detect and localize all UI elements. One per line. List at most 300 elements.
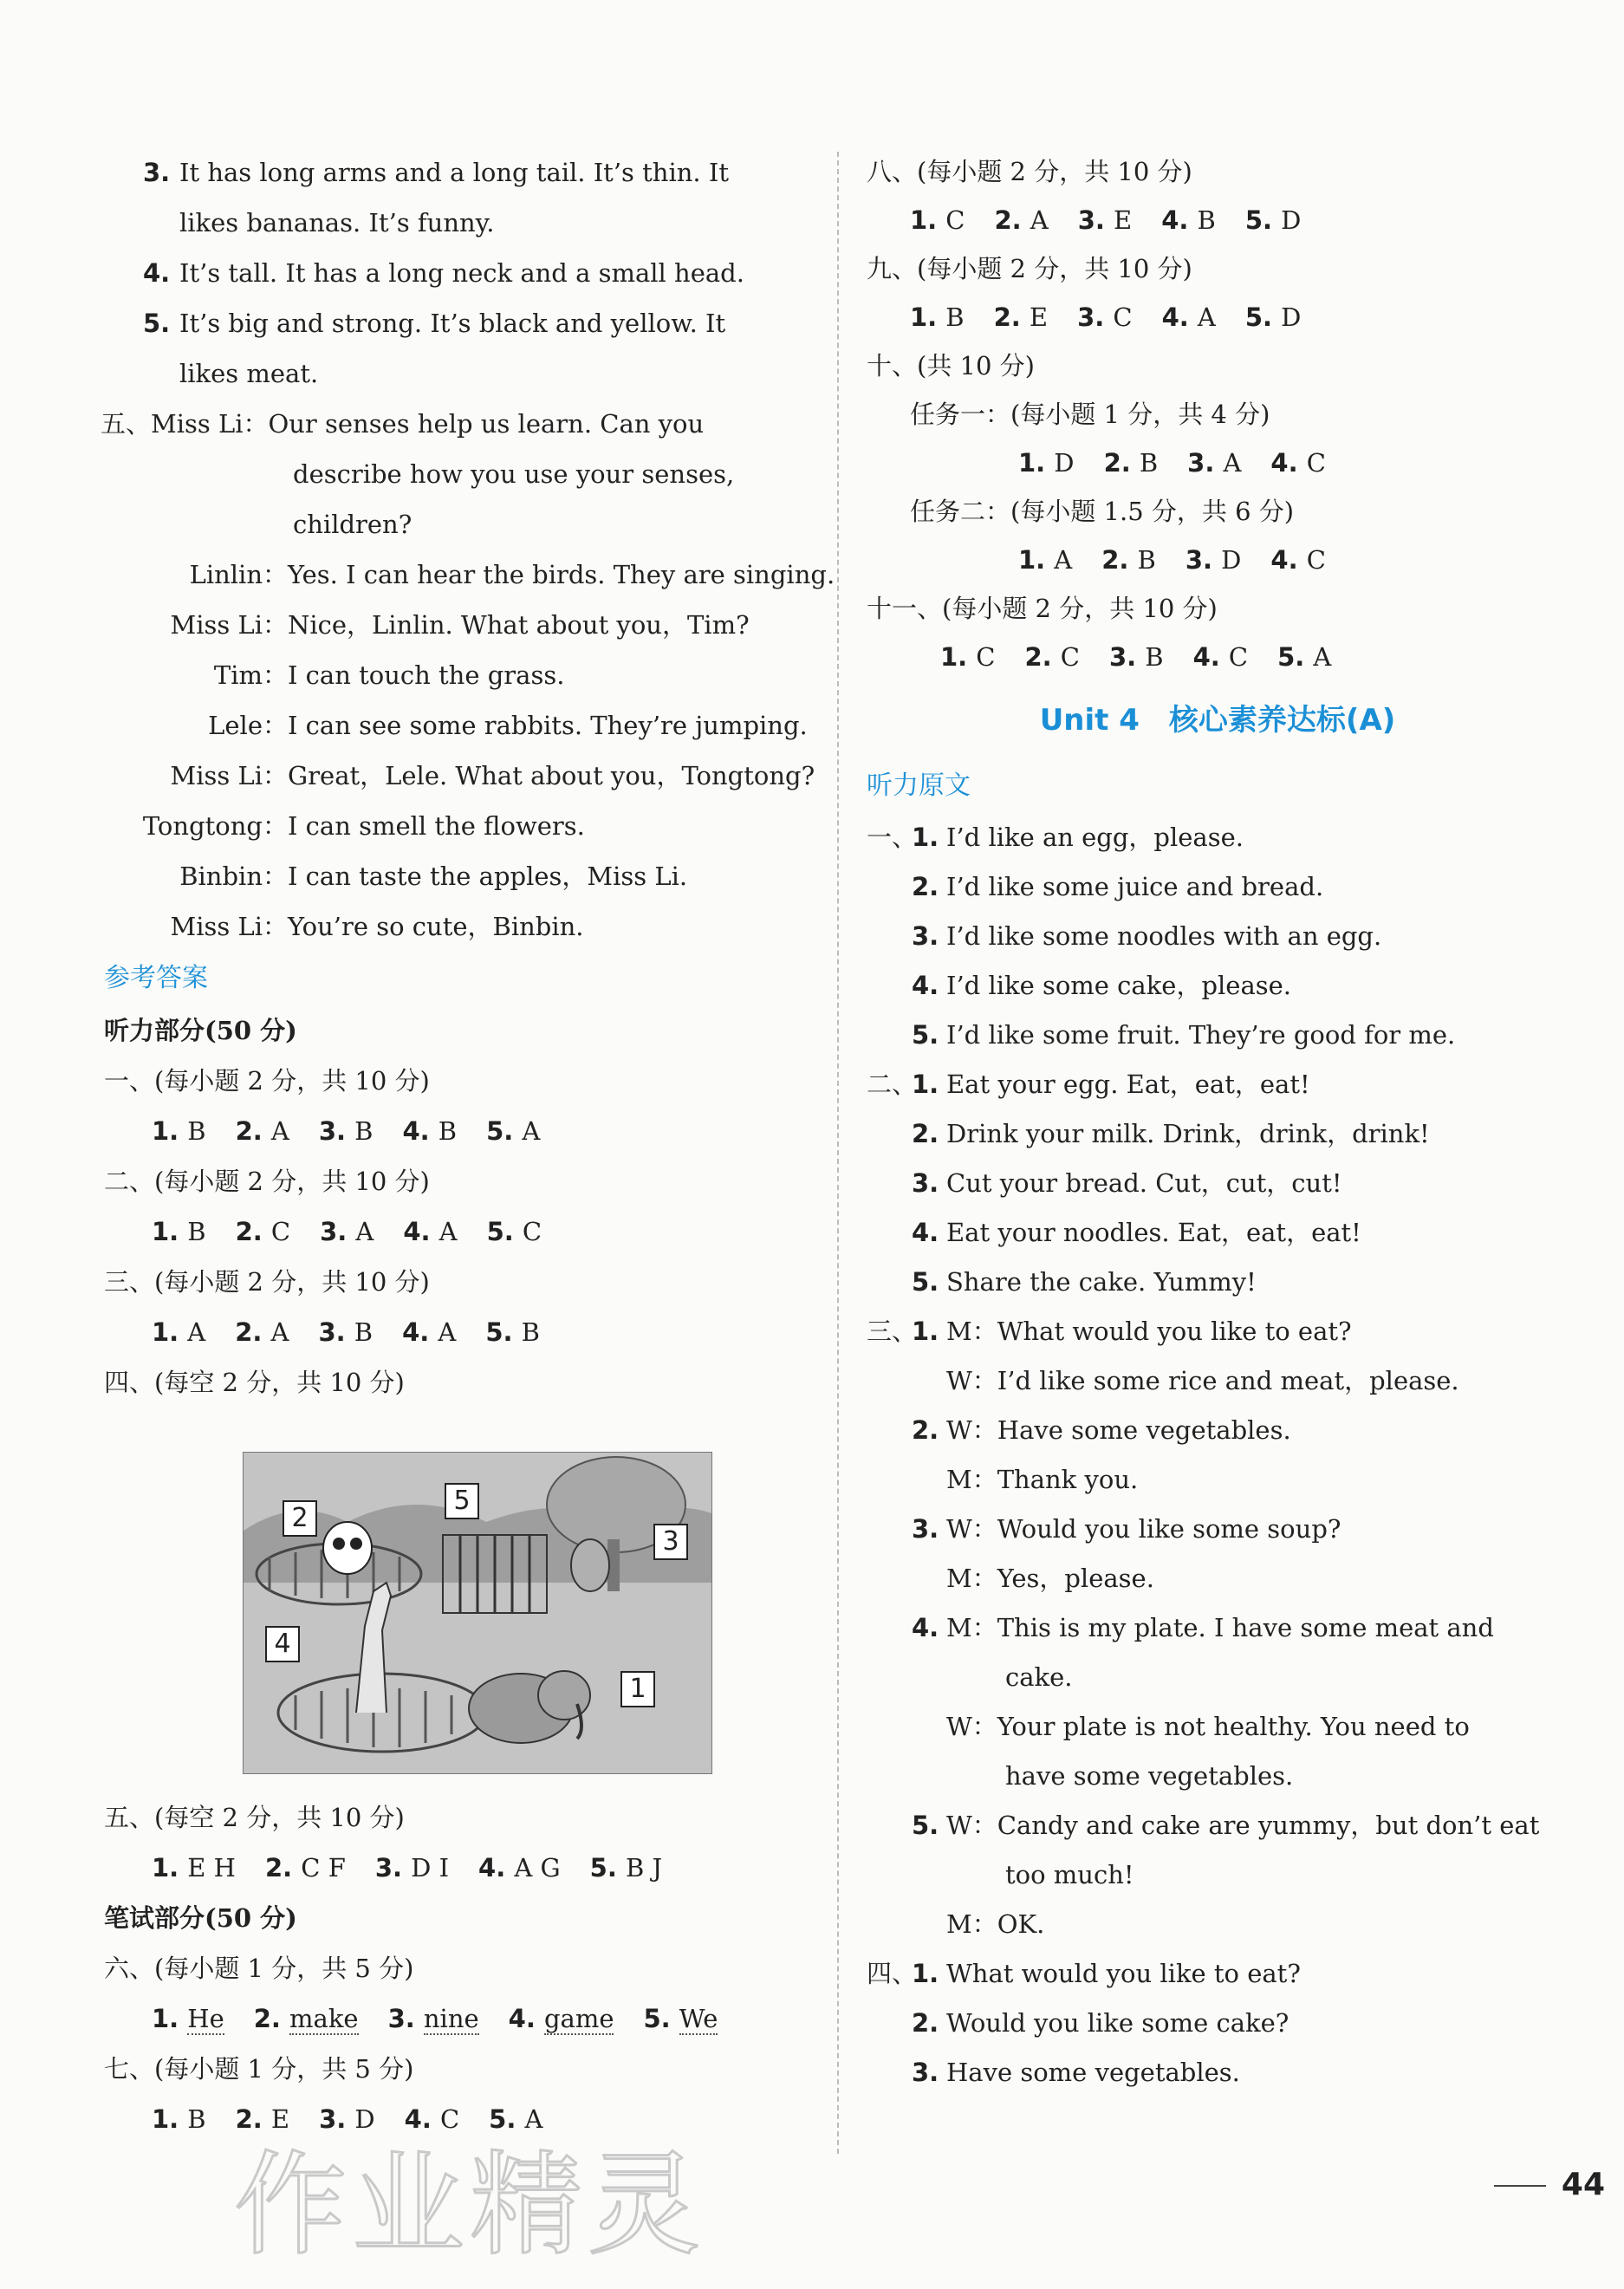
script-line <box>867 1258 1569 1307</box>
section-1-answers <box>104 1106 797 1156</box>
item-number: 5. <box>912 1267 939 1297</box>
item-number: 5. <box>912 1020 939 1050</box>
listening-script <box>867 813 1569 2097</box>
answer-number: 3. <box>1077 302 1114 332</box>
answer-item <box>910 205 965 235</box>
script-line <box>104 298 797 348</box>
line-text: Drink your milk. Drink，drink，drink! <box>946 1119 1430 1148</box>
section-11-answers <box>867 633 1569 681</box>
section-5-title: 五、(每空 2 分，共 10 分) <box>104 1803 405 1832</box>
answer-number: 4. <box>478 1853 515 1883</box>
answer-value: D <box>1281 205 1302 235</box>
script-line <box>867 1850 1569 1900</box>
answer-value: B <box>187 2104 206 2134</box>
answer-value: A <box>270 1317 289 1347</box>
answer-value: D <box>1054 448 1075 478</box>
script-line <box>867 912 1569 961</box>
script-line <box>867 862 1569 912</box>
speaker: Linlin： <box>189 560 288 589</box>
answer-item <box>235 1317 289 1347</box>
answer-value: A <box>1030 205 1049 235</box>
answer-item <box>1245 302 1302 332</box>
answer-number: 5. <box>1277 642 1314 672</box>
script-line <box>867 1801 1569 1850</box>
answer-value: D <box>1221 545 1242 575</box>
answer-number: 1. <box>152 1116 188 1146</box>
answer-value: B <box>354 1116 374 1146</box>
speech: Yes. I can hear the birds. They are singing. <box>288 560 835 589</box>
answer-number: 3. <box>1109 642 1146 672</box>
answer-item <box>643 2004 718 2033</box>
script-line <box>867 1159 1569 1208</box>
writing-part-title: 笔试部分(50 分) <box>104 1903 297 1933</box>
dialogue-line <box>104 650 797 700</box>
line-text: W：Your plate is not healthy. You need to <box>946 1712 1470 1741</box>
answer-value: B <box>521 1317 540 1347</box>
item-number: 1. <box>912 1959 939 1988</box>
section-9-title: 九、(每小题 2 分，共 10 分) <box>867 254 1192 283</box>
answer-value: A <box>270 1116 289 1146</box>
answer-number: 1. <box>910 302 946 332</box>
listening-part-title: 听力部分(50 分) <box>104 1016 297 1045</box>
q5-intro-cont: describe how you use your senses, <box>293 459 735 489</box>
answer-value: A <box>438 1217 458 1246</box>
answer-item <box>994 302 1048 332</box>
answer-number: 5. <box>485 1317 522 1347</box>
task-1-title: 任务一：(每小题 1 分，共 4 分) <box>910 400 1270 429</box>
answer-item <box>1193 642 1249 672</box>
left-column-lower <box>104 1792 797 2144</box>
line-text: Would you like some cake? <box>946 2008 1289 2038</box>
answer-value: B <box>1197 205 1216 235</box>
speech: Great，Lele. What about you，Tongtong? <box>288 761 815 790</box>
dialogue-line <box>104 801 797 851</box>
section-4-title: 四、(每空 2 分，共 10 分) <box>104 1368 405 1397</box>
answer-value: B <box>438 1116 458 1146</box>
line-text: W：Candy and cake are yummy，but don’t eat <box>946 1811 1540 1840</box>
answer-value: E <box>1114 205 1133 235</box>
answer-value: game <box>543 2004 614 2033</box>
answer-item <box>910 302 965 332</box>
item-number: 4. <box>143 258 171 288</box>
script-line <box>867 1752 1569 1801</box>
answer-number: 2. <box>994 205 1030 235</box>
answer-value: C <box>439 2104 460 2134</box>
item-number: 3. <box>912 1168 939 1198</box>
answer-item <box>152 1116 206 1146</box>
answer-number: 5. <box>486 1116 523 1146</box>
script-line <box>867 1060 1569 1109</box>
answer-number: 5. <box>643 2004 679 2033</box>
item-number: 1. <box>912 1317 939 1346</box>
answer-value: A <box>438 1317 457 1347</box>
line-text: have some vegetables. <box>1005 1761 1294 1791</box>
answer-number: 1. <box>152 2104 188 2134</box>
dialogue-line <box>104 751 815 801</box>
answer-number: 3. <box>1185 545 1222 575</box>
section-2-answers <box>104 1206 797 1257</box>
answer-item <box>319 1317 374 1347</box>
answer-item <box>403 1217 457 1246</box>
line-text: I’d like some juice and bread. <box>946 872 1324 901</box>
answer-item <box>1018 448 1075 478</box>
answer-number: 3. <box>320 1217 356 1246</box>
answer-number: 3. <box>319 2104 355 2134</box>
section-2-title: 二、(每小题 2 分，共 10 分) <box>104 1167 430 1196</box>
task-2-answers <box>867 536 1569 584</box>
speaker: Tim： <box>213 660 288 690</box>
script-line <box>867 1603 1569 1653</box>
line-text: W：Have some vegetables. <box>946 1415 1291 1445</box>
answer-value: A <box>1197 302 1216 332</box>
line-text: It has long arms and a long tail. It’s thin. It <box>179 158 729 187</box>
answer-value: B <box>1139 448 1159 478</box>
answer-number: 4. <box>1161 205 1198 235</box>
script-line <box>867 1999 1569 2048</box>
answer-item <box>152 1317 205 1347</box>
page-number-dash <box>1494 2185 1546 2187</box>
script-line <box>104 147 797 198</box>
section-11-title: 十一、(每小题 2 分，共 10 分) <box>867 594 1218 623</box>
speech: I can taste the apples，Miss Li. <box>288 862 688 891</box>
answer-number: 2. <box>235 1317 271 1347</box>
item-number: 3. <box>912 921 939 951</box>
script-line <box>867 1702 1569 1752</box>
answer-number: 2. <box>264 1853 302 1883</box>
item-number: 1. <box>912 823 939 852</box>
answer-value: nine <box>423 2004 479 2033</box>
answer-item <box>1078 205 1132 235</box>
speaker: Miss Li： <box>170 761 288 790</box>
section-6-title: 六、(每小题 1 分，共 5 分) <box>104 1954 414 1983</box>
part-marker: 三、 <box>867 1317 918 1346</box>
answer-value: E <box>270 2104 290 2134</box>
answer-item <box>402 1116 457 1146</box>
section-7-title: 七、(每小题 1 分，共 5 分) <box>104 2054 414 2084</box>
answer-number: 4. <box>404 2104 440 2134</box>
answer-value: C <box>945 205 965 235</box>
answer-item <box>236 1116 289 1146</box>
answer-number: 1. <box>152 1317 188 1347</box>
answer-number: 1. <box>940 642 977 672</box>
answer-number: 2. <box>1101 545 1138 575</box>
answer-number: 1. <box>152 1853 188 1883</box>
zoo-label-2: 2 <box>283 1500 317 1537</box>
answer-item <box>236 1217 291 1246</box>
line-text: It’s big and strong. It’s black and yellow. It <box>179 309 726 338</box>
answer-item <box>1104 448 1159 478</box>
answer-number: 5. <box>589 1853 626 1883</box>
answer-item <box>1109 642 1164 672</box>
speaker: Tongtong： <box>142 811 288 841</box>
speech: I can smell the flowers. <box>288 811 585 841</box>
section-10-title: 十、(共 10 分) <box>867 351 1035 380</box>
item-number: 1. <box>912 1070 939 1099</box>
answer-item <box>486 1116 540 1146</box>
answer-value: D <box>354 2104 375 2134</box>
script-line <box>867 1208 1569 1258</box>
part-marker: 四、 <box>867 1959 918 1988</box>
section-3-answers <box>104 1307 797 1357</box>
left-column <box>101 147 835 1408</box>
zoo-label-5: 5 <box>445 1483 479 1519</box>
answer-value: A <box>187 1317 206 1347</box>
speaker: Miss Li： <box>170 912 288 941</box>
answer-item <box>1270 448 1326 478</box>
answer-value: make <box>289 2004 359 2033</box>
answer-number: 4. <box>1161 302 1198 332</box>
answer-item <box>487 1217 542 1246</box>
answer-value: C <box>1113 302 1133 332</box>
script-line <box>867 1653 1569 1702</box>
answer-number: 1. <box>152 1217 188 1246</box>
item-number: 4. <box>912 1613 939 1642</box>
answer-value: C <box>270 1217 291 1246</box>
answer-number: 4. <box>402 1317 438 1347</box>
speech: I can see some rabbits. They’re jumping. <box>288 711 808 740</box>
speech: I can touch the grass. <box>288 660 565 690</box>
answer-number: 4. <box>1270 448 1307 478</box>
line-text: M：OK. <box>946 1909 1045 1939</box>
answer-number: 1. <box>910 205 946 235</box>
script-line <box>867 1554 1569 1603</box>
dialogue-line <box>104 700 808 751</box>
answer-number: 5. <box>1244 302 1282 332</box>
script-line <box>104 198 797 248</box>
answer-value: C <box>976 642 996 672</box>
item-number: 3. <box>912 1514 939 1544</box>
answer-value: C <box>1060 642 1080 672</box>
line-text: Eat your egg. Eat，eat，eat! <box>946 1070 1310 1099</box>
section-5-answers <box>104 1843 797 1893</box>
answer-number: 3. <box>1077 205 1114 235</box>
script-line <box>867 1406 1569 1455</box>
task-1-answers <box>867 439 1569 487</box>
part-marker: 二、 <box>867 1070 918 1099</box>
script-line <box>867 1455 1569 1505</box>
speaker: Lele： <box>208 711 288 740</box>
answer-value: A <box>1313 642 1332 672</box>
speech: Nice，Linlin. What about you，Tim? <box>288 610 750 640</box>
answer-item <box>940 642 996 672</box>
q5-intro-cont: children? <box>293 510 412 539</box>
dialogue-line <box>104 901 797 952</box>
answer-number: 2. <box>235 2104 271 2134</box>
answer-value: A <box>524 2104 543 2134</box>
answer-number: 2. <box>993 302 1030 332</box>
unit-title: Unit 4 核心素养达标(A) <box>1039 703 1396 738</box>
script-line <box>867 961 1569 1011</box>
section-6-answers <box>104 1993 797 2044</box>
item-number: 4. <box>912 971 939 1000</box>
reference-answers-title: 参考答案 <box>104 963 208 993</box>
item-number: 2. <box>912 2008 939 2038</box>
line-text: I’d like some fruit. They’re good for me. <box>946 1020 1456 1050</box>
answer-item <box>478 1853 561 1883</box>
speaker: Binbin： <box>179 862 288 891</box>
section-8-title: 八、(每小题 2 分，共 10 分) <box>867 157 1192 186</box>
answer-number: 3. <box>1187 448 1224 478</box>
script-line <box>867 813 1569 862</box>
answer-number: 5. <box>489 2104 525 2134</box>
answer-number: 2. <box>235 1116 271 1146</box>
answer-value: B <box>1145 642 1164 672</box>
answer-value: C <box>1306 448 1326 478</box>
answer-item <box>152 2104 206 2134</box>
script-line <box>867 1011 1569 1060</box>
column-divider <box>837 152 839 2154</box>
line-text: Share the cake. Yummy! <box>946 1267 1257 1297</box>
answer-item <box>509 2004 614 2033</box>
line-text: M：What would you like to eat? <box>946 1317 1352 1346</box>
zoo-label-3: 3 <box>653 1524 688 1560</box>
item-number: 2. <box>912 1415 939 1445</box>
answer-value: A G <box>514 1853 561 1883</box>
answer-item <box>1186 545 1242 575</box>
script-line <box>867 1307 1569 1356</box>
q5-dialogue <box>104 549 835 952</box>
answer-number: 1. <box>1018 448 1055 478</box>
section-9-answers <box>867 293 1569 341</box>
answer-item <box>1162 302 1216 332</box>
answer-item <box>375 1853 449 1883</box>
line-text: Eat your noodles. Eat，eat，eat! <box>946 1218 1361 1247</box>
answer-number: 3. <box>318 1317 354 1347</box>
item-number: 5. <box>912 1811 939 1840</box>
answer-item <box>265 1853 346 1883</box>
answer-value: B <box>354 1317 374 1347</box>
answer-number: 4. <box>402 1116 438 1146</box>
answer-item <box>1270 545 1326 575</box>
answer-value: A <box>1054 545 1073 575</box>
script-line <box>104 248 797 298</box>
answer-number: 2. <box>235 1217 271 1246</box>
answer-value: E H <box>187 1853 236 1883</box>
answer-number: 1. <box>152 2004 188 2033</box>
answer-number: 3. <box>374 1853 412 1883</box>
dialogue-line <box>104 549 835 600</box>
answer-item <box>152 2004 224 2033</box>
right-column <box>867 147 1569 2097</box>
script-line <box>867 1356 1569 1406</box>
answer-number: 2. <box>1024 642 1061 672</box>
answer-value: E <box>1029 302 1049 332</box>
line-text: What would you like to eat? <box>946 1959 1301 1988</box>
script-line <box>867 1109 1569 1159</box>
dialogue-line <box>104 851 797 901</box>
line-text: W：I’d like some rice and meat，please. <box>946 1366 1459 1395</box>
item-number: 3. <box>912 2058 939 2087</box>
answer-value: He <box>187 2004 224 2033</box>
answer-item <box>1161 205 1216 235</box>
item-number: 2. <box>912 872 939 901</box>
line-text: likes bananas. It’s funny. <box>179 208 495 237</box>
task-2-title: 任务二：(每小题 1.5 分，共 6 分) <box>910 497 1295 526</box>
answer-item <box>1101 545 1156 575</box>
section-1-title: 一、(每小题 2 分，共 10 分) <box>104 1066 430 1096</box>
page-number: 44 <box>1561 2167 1605 2202</box>
answer-value: D <box>1281 302 1302 332</box>
answer-value: A <box>522 1116 541 1146</box>
item-number: 4. <box>912 1218 939 1247</box>
line-text: I’d like an egg，please. <box>946 823 1244 852</box>
line-text: M：Yes，please. <box>946 1564 1154 1593</box>
answer-item <box>320 1217 374 1246</box>
answer-value: We <box>679 2004 718 2033</box>
zoo-picture <box>243 1452 712 1774</box>
answer-value: B <box>187 1217 206 1246</box>
line-text: M：This is my plate. I have some meat and <box>946 1613 1494 1642</box>
speaker: Miss Li： <box>170 610 288 640</box>
answer-number: 3. <box>318 1116 355 1146</box>
answer-value: B <box>187 1116 206 1146</box>
answer-item <box>485 1317 540 1347</box>
line-text: Have some vegetables. <box>946 2058 1240 2087</box>
answer-number: 2. <box>253 2004 290 2033</box>
item-number: 2. <box>912 1119 939 1148</box>
answer-item <box>402 1317 456 1347</box>
answer-value: B J <box>625 1853 663 1883</box>
line-text: M：Thank you. <box>946 1465 1139 1494</box>
answer-number: 4. <box>508 2004 544 2033</box>
answer-item <box>319 1116 374 1146</box>
line-text: Cut your bread. Cut，cut，cut! <box>946 1168 1342 1198</box>
line-text: too much! <box>1005 1860 1134 1889</box>
script-line <box>867 1900 1569 1949</box>
answer-number: 3. <box>387 2004 424 2033</box>
script-line <box>104 348 797 399</box>
answer-value: A <box>1223 448 1242 478</box>
part-marker: 一、 <box>867 823 918 852</box>
answer-item <box>152 1217 206 1246</box>
answer-number: 5. <box>1244 205 1282 235</box>
answer-value: C <box>1306 545 1326 575</box>
answer-value: B <box>1137 545 1156 575</box>
q5-intro: 五、Miss Li：Our senses help us learn. Can you <box>101 409 705 439</box>
answer-item <box>1018 545 1072 575</box>
answer-item <box>1245 205 1302 235</box>
answer-value: C <box>1228 642 1249 672</box>
line-text: W：Would you like some soup? <box>946 1514 1341 1544</box>
answer-item <box>1025 642 1081 672</box>
line-text: I’d like some cake，please. <box>946 971 1291 1000</box>
answer-value: A <box>355 1217 374 1246</box>
listening-script-title: 听力原文 <box>867 771 971 801</box>
dialogue-line <box>104 600 797 650</box>
answer-value: B <box>945 302 965 332</box>
answer-item <box>388 2004 479 2033</box>
answer-number: 1. <box>1018 545 1055 575</box>
zoo-label-1: 1 <box>620 1671 655 1707</box>
line-text: I’d like some noodles with an egg. <box>946 921 1382 951</box>
answer-number: 2. <box>1103 448 1140 478</box>
line-text: cake. <box>1005 1662 1073 1692</box>
section-8-answers <box>867 196 1569 244</box>
script-line <box>867 2048 1569 2097</box>
watermark: 作业精灵 <box>234 2139 706 2271</box>
answer-item <box>1187 448 1241 478</box>
script-line <box>867 1505 1569 1554</box>
script-line <box>867 1949 1569 1999</box>
answer-value: C <box>522 1217 542 1246</box>
section-3-title: 三、(每小题 2 分，共 10 分) <box>104 1267 430 1297</box>
answer-item <box>590 1853 662 1883</box>
q4-script-lines <box>104 147 797 399</box>
answer-number: 5. <box>486 1217 523 1246</box>
answer-item <box>1277 642 1331 672</box>
answer-value: D I <box>411 1853 450 1883</box>
answer-item <box>1077 302 1133 332</box>
